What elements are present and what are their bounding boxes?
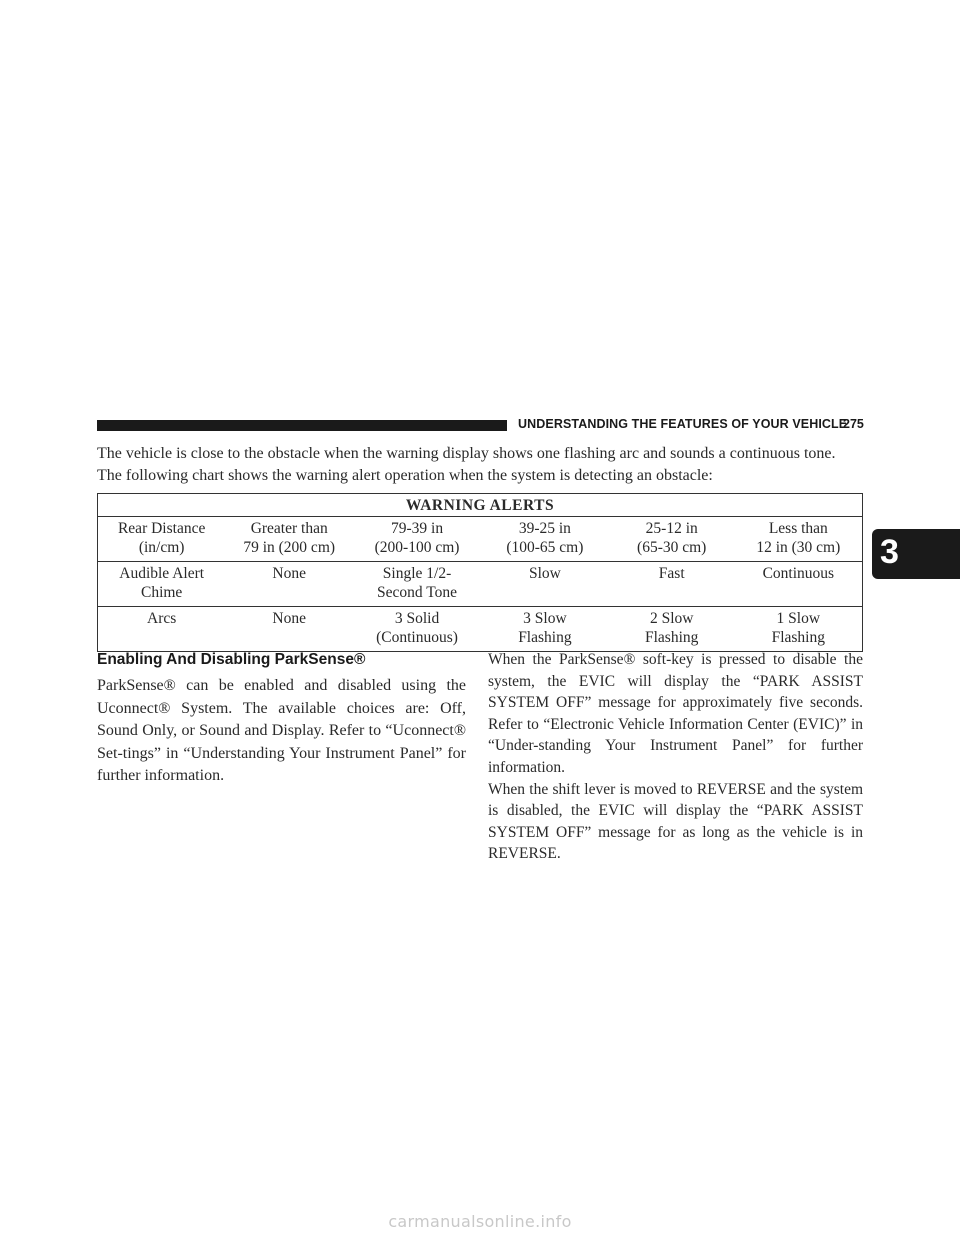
table-cell: 39-25 in (100-65 cm) xyxy=(481,517,609,562)
table-cell: Fast xyxy=(609,562,735,607)
table-cell: 3 Solid (Continuous) xyxy=(353,607,481,652)
row-label: Arcs xyxy=(98,607,226,652)
watermark-text: carmanualsonline.info xyxy=(388,1212,572,1231)
chapter-tab xyxy=(872,529,960,579)
table-cell: Single 1/2- Second Tone xyxy=(353,562,481,607)
table-cell: Less than 12 in (30 cm) xyxy=(735,517,863,562)
table-cell: None xyxy=(225,562,353,607)
table-title-row xyxy=(98,494,863,517)
table-cell: 2 Slow Flashing xyxy=(609,607,735,652)
right-column xyxy=(488,649,863,865)
table-cell: Slow xyxy=(481,562,609,607)
intro-line-1: The vehicle is close to the obstacle when the warning display shows one flashing arc and sounds a continuous tone. xyxy=(97,445,836,462)
table-cell: Continuous xyxy=(735,562,863,607)
warning-alerts-table xyxy=(97,493,863,652)
row-label: Rear Distance (in/cm) xyxy=(98,517,226,562)
table-cell: None xyxy=(225,607,353,652)
running-header: UNDERSTANDING THE FEATURES OF YOUR VEHICLE xyxy=(518,417,848,431)
section-heading: Enabling And Disabling ParkSense® xyxy=(97,651,366,668)
row-label: Audible Alert Chime xyxy=(98,562,226,607)
table-row xyxy=(98,562,863,607)
right-paragraph-1: When the ParkSense® soft-key is pressed to disable the system, the EVIC will display the “PARK ASSIST SYSTEM OFF” message for approximately five seconds. Refer to “Electronic Vehicle Information Center (EVIC)” in “Under-standing Your Instrument Panel” for further information. xyxy=(488,651,863,776)
intro-line-2: The following chart shows the warning alert operation when the system is detecting an obstacle: xyxy=(97,467,713,484)
intro-text xyxy=(97,443,867,487)
left-column xyxy=(97,675,466,788)
left-paragraph: ParkSense® can be enabled and disabled using the Uconnect® System. The available choices are: Off, Sound Only, or Sound and Display. Refer to “Uconnect® Set-tings” in “Understanding Your Instrument Panel” for further information. xyxy=(97,677,466,784)
table-cell: Greater than 79 in (200 cm) xyxy=(225,517,353,562)
table-row xyxy=(98,517,863,562)
table-cell: 1 Slow Flashing xyxy=(735,607,863,652)
table-cell: 25-12 in (65-30 cm) xyxy=(609,517,735,562)
page-number: 275 xyxy=(843,417,864,431)
right-paragraph-2: When the shift lever is moved to REVERSE and the system is disabled, the EVIC will display the “PARK ASSIST SYSTEM OFF” message for as long as the vehicle is in REVERSE. xyxy=(488,780,863,863)
chapter-number: 3 xyxy=(880,533,899,571)
table-row xyxy=(98,607,863,652)
table-title: WARNING ALERTS xyxy=(98,494,863,517)
table-cell: 79-39 in (200-100 cm) xyxy=(353,517,481,562)
header-rule xyxy=(97,420,507,431)
table-cell: 3 Slow Flashing xyxy=(481,607,609,652)
